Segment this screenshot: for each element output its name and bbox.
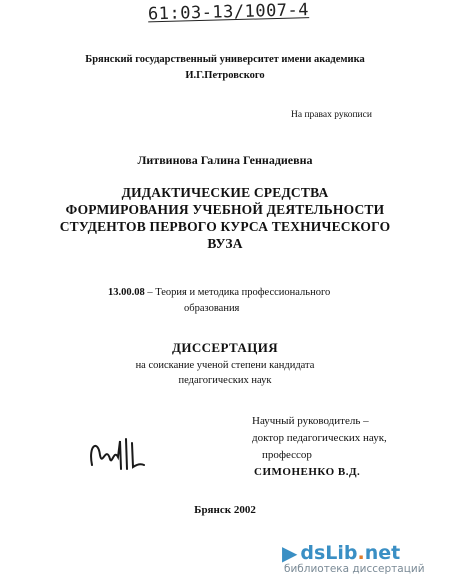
book-icon: ▶: [282, 541, 298, 565]
title-line-4: ВУЗА: [207, 236, 243, 251]
degree-line-2: педагогических наук: [178, 375, 272, 386]
specialty-line-1: [108, 285, 330, 301]
author-name: Литвинова Галина Геннадиевна: [137, 153, 313, 167]
university-name: [0, 52, 450, 84]
dissertation-title: [0, 184, 450, 252]
university-line-2: И.Г.Петровского: [185, 70, 265, 81]
watermark-logo: dsLib.net: [300, 542, 401, 564]
watermark-caption: библиотека диссертаций: [284, 563, 425, 575]
specialty-line-2: образования: [184, 303, 240, 314]
dissertation-heading: ДИССЕРТАЦИЯ: [171, 340, 279, 355]
supervisor-name: СИМОНЕНКО В.Д.: [254, 466, 361, 478]
specialty-code: 13.00.08: [108, 287, 145, 298]
signature-icon: [84, 435, 154, 473]
dissertation-degree: [0, 358, 450, 388]
supervisor-degree: доктор педагогических наук,: [252, 432, 387, 444]
handwritten-stamp: 61:03-13/1007-4: [147, 0, 310, 25]
title-line-2: ФОРМИРОВАНИЯ УЧЕБНОЙ ДЕЯТЕЛЬНОСТИ: [65, 202, 385, 217]
title-line-3: СТУДЕНТОВ ПЕРВОГО КУРСА ТЕХНИЧЕСКОГО: [59, 219, 391, 234]
rights-note: На правах рукописи: [291, 110, 372, 120]
specialty: [108, 285, 330, 317]
city-year: Брянск 2002: [194, 504, 256, 516]
supervisor-block: [252, 413, 387, 481]
supervisor-role: Научный руководитель –: [252, 415, 369, 427]
supervisor-rank: профессор: [262, 449, 312, 461]
title-line-1: ДИДАКТИЧЕСКИЕ СРЕДСТВА: [121, 185, 329, 200]
specialty-name: – Теория и методика профессионального: [144, 287, 331, 298]
university-line-1: Брянский государственный университет имени академика: [85, 54, 365, 65]
dslib-watermark[interactable]: [282, 541, 450, 582]
degree-line-1: на соискание ученой степени кандидата: [135, 360, 315, 371]
